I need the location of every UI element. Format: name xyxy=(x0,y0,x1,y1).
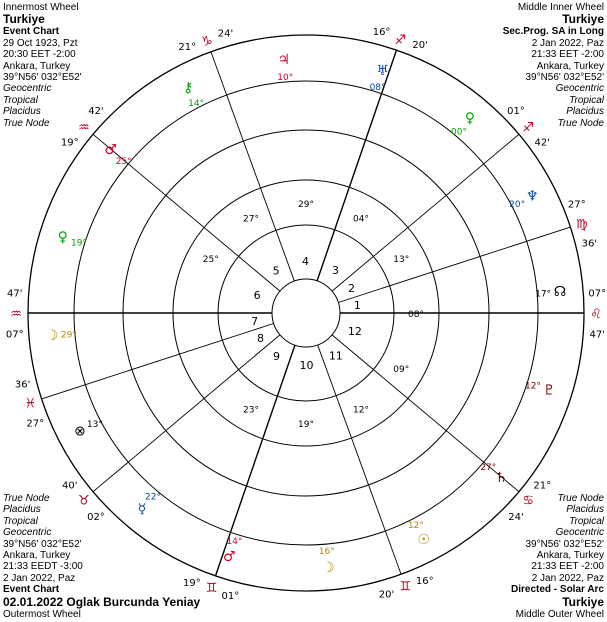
planet-degree: 16° xyxy=(318,547,335,558)
house-number: 5 xyxy=(272,264,280,278)
planet-degree: 14° xyxy=(188,98,205,109)
cusp-minute: 36' xyxy=(581,238,598,250)
cusp-degree: 21° xyxy=(178,42,197,54)
planet-glyph: ♀ xyxy=(57,229,68,246)
setting-tropical: Tropical xyxy=(569,94,604,106)
house-number: 3 xyxy=(331,264,339,278)
planet-degree: 08° xyxy=(369,83,386,94)
planet-degree: 13° xyxy=(86,419,103,430)
wheel-caption: Middle Outer Wheel xyxy=(515,608,604,620)
planet-degree: 27° xyxy=(480,462,497,473)
cusp-sign-glyph: ♓ xyxy=(24,396,37,412)
planet-degree: 25° xyxy=(115,157,132,168)
cusp-degree: 16° xyxy=(372,26,391,38)
house-number: 6 xyxy=(253,289,261,303)
cusp-minute: 24' xyxy=(217,28,234,40)
planet-glyph: ♆ xyxy=(525,188,539,205)
inner-degree-label: 12° xyxy=(353,405,369,416)
cusp-minute: 20' xyxy=(378,589,395,601)
house-number: 8 xyxy=(257,332,265,346)
house-number: 11 xyxy=(328,349,343,363)
cusp-sign-glyph: ♐ xyxy=(522,120,534,136)
planet-degree: 10° xyxy=(277,72,294,83)
house-cusp-lines xyxy=(28,50,584,576)
chart-coords: 39°N56' 032°E52' xyxy=(3,72,82,84)
cusp-sign-glyph: ♒ xyxy=(78,120,90,136)
cusp-minute: 36' xyxy=(14,379,31,391)
cusp-minute: 47' xyxy=(6,288,23,300)
planet-degree: 00° xyxy=(451,127,467,138)
cusp-line xyxy=(318,345,401,577)
cusp-line xyxy=(211,52,294,281)
setting-tropical: Tropical xyxy=(3,515,38,527)
wheel-caption: Innermost Wheel xyxy=(3,2,79,13)
chart-name: Turkiye xyxy=(3,12,45,27)
chart-type: Event Chart xyxy=(3,584,60,596)
inner-degree-label: 27° xyxy=(243,214,259,225)
cusp-sign-glyph: ♊ xyxy=(399,579,412,595)
chart-time: 21:33 EEDT -3:00 xyxy=(3,561,83,573)
setting-houses: Placidus xyxy=(566,504,604,516)
chart-time: 21:33 EET -2:00 xyxy=(531,49,604,61)
chart-type: Sec.Prog. SA in Long xyxy=(502,26,604,38)
planet-degree: 19° xyxy=(71,238,87,249)
cusp-degree: 16° xyxy=(415,575,434,587)
cusp-degree: 21° xyxy=(533,480,552,492)
planet-glyphs xyxy=(46,52,567,576)
setting-houses: Placidus xyxy=(3,106,41,118)
cusp-degree: 07° xyxy=(588,288,607,300)
cusp-sign-glyph: ♒ xyxy=(10,307,22,322)
house-number: 10 xyxy=(299,358,314,372)
inner-degree-label: 09° xyxy=(393,365,410,375)
cusp-sign-glyph: ♊ xyxy=(205,581,218,597)
cusp-minute: 19° xyxy=(183,577,201,589)
chart-time: 20:30 EET -2:00 xyxy=(3,49,76,61)
chart-name: Turkiye xyxy=(562,12,604,27)
cusp-sign-glyph: ♐ xyxy=(394,32,407,48)
planet-degree: 29° xyxy=(60,330,77,341)
planet-degree: 20° xyxy=(509,200,526,211)
chart-place: Ankara, Turkey xyxy=(3,60,71,72)
planet-glyph: ☉ xyxy=(417,532,431,549)
setting-node: True Node xyxy=(557,492,604,504)
planet-glyph: ♀ xyxy=(464,110,476,127)
planet-degree: 12° xyxy=(407,521,424,532)
chart-date: 29 Oct 1923, Pzt xyxy=(3,37,78,49)
inner-degree-label: 13° xyxy=(393,255,410,265)
planet-glyph: ♅ xyxy=(376,62,389,79)
wheel-ring-1 xyxy=(272,279,340,347)
wheel-caption: Outermost Wheel xyxy=(3,608,81,620)
chart-name: 02.01.2022 Oglak Burcunda Yeniay xyxy=(3,594,201,609)
planet-glyph: ♃ xyxy=(277,51,291,68)
inner-degree-label: 19° xyxy=(298,420,314,430)
planet-degree: 14° xyxy=(226,536,243,547)
planet-glyph: ☽ xyxy=(321,560,335,577)
cusp-minute: 42' xyxy=(88,106,104,118)
chart-date: 2 Jan 2022, Paz xyxy=(3,572,76,584)
chart-coords: 39°N56' 032°E52' xyxy=(525,538,604,550)
cusp-degree: 27° xyxy=(26,418,45,430)
planet-glyph: ☊ xyxy=(553,283,567,300)
setting-zodiac: Geocentric xyxy=(555,83,604,95)
cusp-degree: 19° xyxy=(60,137,79,149)
planet-degree: 17° xyxy=(535,289,552,300)
planet-glyph: ♂ xyxy=(104,142,117,159)
chart-place: Ankara, Turkey xyxy=(536,60,604,72)
chart-date: 2 Jan 2022, Paz xyxy=(531,37,604,49)
house-number: 9 xyxy=(273,349,281,363)
cusp-degree: 02° xyxy=(87,511,105,523)
planet-glyph: ⊗ xyxy=(73,423,86,440)
chart-place: Ankara, Turkey xyxy=(3,549,71,561)
cusp-minute: 24' xyxy=(508,511,524,523)
cusp-minute: 47' xyxy=(589,329,606,341)
planet-glyph: ☽ xyxy=(45,328,59,345)
planet-degree: 22° xyxy=(145,492,161,503)
chart-type: Directed - Solar Arc xyxy=(511,584,604,596)
inner-degree-label: 25° xyxy=(202,255,219,265)
setting-node: True Node xyxy=(557,117,604,129)
inner-degree-label: 04° xyxy=(353,214,369,225)
chart-coords: 39°N56' 032°E52' xyxy=(3,538,82,550)
setting-zodiac: Geocentric xyxy=(3,527,52,539)
house-number: 7 xyxy=(251,315,259,329)
setting-tropical: Tropical xyxy=(569,515,604,527)
cusp-sign-glyph: ♑ xyxy=(200,34,213,50)
wheel-caption: Middle Inner Wheel xyxy=(517,2,604,13)
inner-degree-label: 29° xyxy=(298,200,314,210)
cusp-degree: 07° xyxy=(5,329,24,341)
setting-zodiac: Geocentric xyxy=(555,527,604,539)
house-cusp-labels xyxy=(6,27,606,602)
planet-glyph: ♂ xyxy=(223,549,236,566)
chart-place: Ankara, Turkey xyxy=(536,549,604,561)
setting-zodiac: Geocentric xyxy=(3,83,52,95)
planet-degree: 12° xyxy=(525,381,541,392)
chart-type: Event Chart xyxy=(3,26,60,38)
setting-node: True Node xyxy=(3,117,50,129)
cusp-minute: 40' xyxy=(62,480,78,492)
house-number: 2 xyxy=(347,281,355,295)
chart-date: 2 Jan 2022, Paz xyxy=(531,572,604,584)
planet-glyph: ♄ xyxy=(495,469,508,486)
planet-glyph: ♇ xyxy=(542,382,556,399)
planet-glyph: ☿ xyxy=(137,501,147,518)
chart-coords: 39°N56' 032°E52' xyxy=(525,72,604,84)
house-number: 4 xyxy=(302,255,310,269)
setting-houses: Placidus xyxy=(566,106,604,118)
cusp-sign-glyph: ♍ xyxy=(575,217,588,233)
planet-glyph: ⚷ xyxy=(183,79,194,96)
setting-tropical: Tropical xyxy=(3,94,38,106)
cusp-sign-glyph: ♋ xyxy=(522,493,534,509)
house-number: 12 xyxy=(347,324,362,338)
cusp-minute: 20' xyxy=(412,40,428,52)
cusp-minute: 42' xyxy=(534,137,550,149)
cusp-degree: 27° xyxy=(567,199,586,211)
cusp-sign-glyph: ♌ xyxy=(590,307,602,322)
setting-houses: Placidus xyxy=(3,504,41,516)
inner-degree-markers xyxy=(203,200,424,430)
cusp-sign-glyph: ♉ xyxy=(78,493,90,509)
setting-node: True Node xyxy=(3,492,50,504)
cusp-degree: 01° xyxy=(221,591,240,603)
inner-degree-label: 08° xyxy=(408,310,424,320)
inner-degree-label: 23° xyxy=(243,405,259,416)
chart-time: 21:33 EET -2:00 xyxy=(531,561,604,573)
cusp-degree: 01° xyxy=(507,106,525,118)
house-number: 1 xyxy=(353,298,361,312)
chart-name: Turkiye xyxy=(562,594,604,609)
